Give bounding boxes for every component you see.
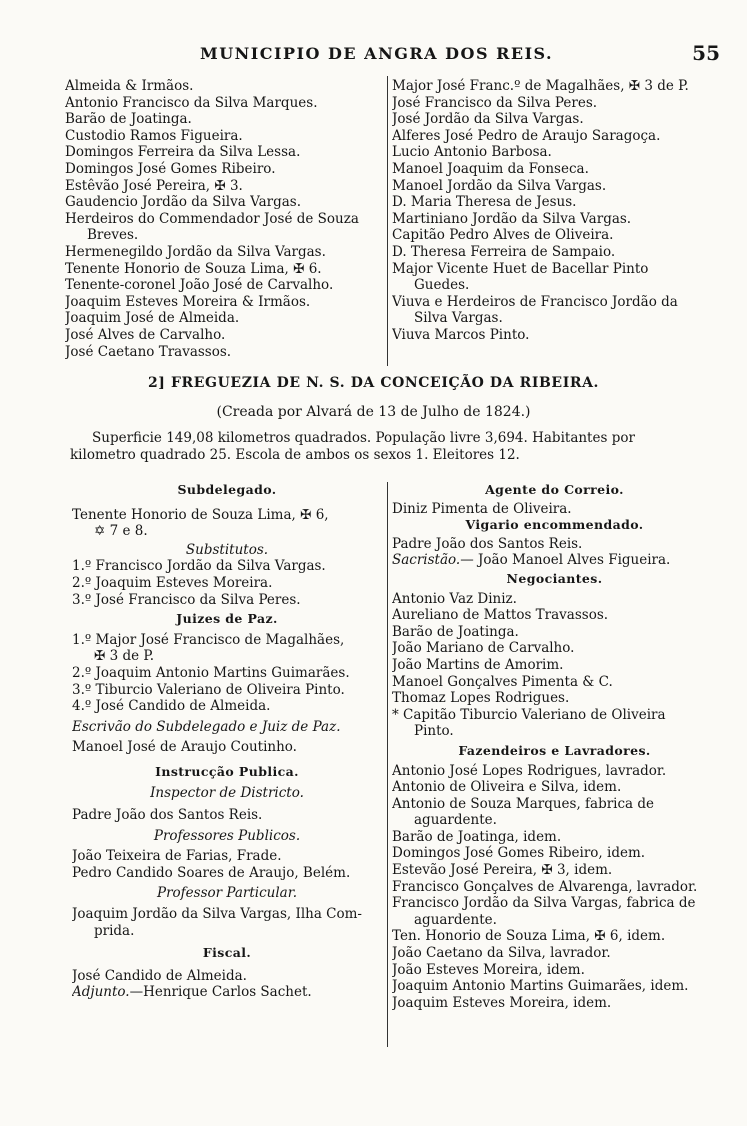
- list-item: Hermenegildo Jordão da Silva Vargas.: [65, 243, 326, 260]
- list-item: Manoel Jordão da Silva Vargas.: [392, 177, 607, 194]
- list-item: 1.º Francisco Jordão da Silva Vargas.: [72, 558, 326, 575]
- lower-left-column: [72, 482, 382, 1001]
- list-item: Domingos Ferreira da Silva Lessa.: [65, 144, 301, 161]
- list-item: Alferes José Pedro de Araujo Saragoça.: [392, 127, 661, 144]
- list-item-continuation: aguardente.: [414, 812, 497, 829]
- list-item: Aureliano de Mattos Travassos.: [392, 607, 609, 624]
- list-item: Joaquim Esteves Moreira, idem.: [392, 994, 612, 1011]
- adjunto-line: [72, 984, 382, 1001]
- list-item: 2.º Joaquim Antonio Martins Guimarães.: [72, 664, 350, 681]
- lower-right-column: [392, 482, 717, 1011]
- inspector-name: Padre João dos Santos Reis.: [72, 807, 263, 824]
- escrivao-name: Manoel José de Araujo Coutinho.: [72, 739, 297, 756]
- column-divider: [387, 482, 388, 1047]
- vigario-name: Padre João dos Santos Reis.: [392, 535, 583, 552]
- list-item: Major José Franc.º de Magalhães, ✠ 3 de P.: [392, 78, 689, 94]
- list-item: Antonio de Souza Marques, fabrica de: [392, 795, 655, 812]
- list-item: 3.º José Francisco da Silva Peres.: [72, 591, 301, 608]
- sacristao-label: Sacristão.: [392, 552, 461, 569]
- top-right-list: [392, 78, 717, 344]
- list-item: 4.º José Candido de Almeida.: [72, 698, 271, 715]
- statistics-line: kilometro quadrado 25. Escola de ambos os sexos 1. Eleitores 12.: [70, 447, 520, 463]
- list-item: João Caetano da Silva, lavrador.: [392, 945, 611, 962]
- list-item: Gaudencio Jordão da Silva Vargas.: [65, 194, 302, 211]
- list-item: Francisco Jordão da Silva Vargas, fabrica de: [392, 895, 696, 912]
- list-item-continuation: ✠ 3 de P.: [94, 648, 155, 665]
- section-creation-note: (Creada por Alvará de 13 de Julho de 1824.): [216, 404, 531, 420]
- section-statistics: [70, 430, 710, 464]
- list-item: João Mariano de Carvalho.: [392, 640, 575, 657]
- particular-name: Joaquim Jordão da Silva Vargas, Ilha Com-: [72, 906, 362, 923]
- list-item: Joaquim Antonio Martins Guimarães, idem.: [392, 978, 689, 995]
- adjunto-name: —Henrique Carlos Sachet.: [129, 984, 312, 1001]
- list-item: * Capitão Tiburcio Valeriano de Oliveira: [392, 706, 666, 723]
- list-item-continuation: aguardente.: [414, 911, 497, 928]
- substitutos-heading: Substitutos.: [185, 541, 269, 558]
- list-item: João Teixeira de Farias, Frade.: [72, 848, 282, 865]
- list-item: Almeida & Irmãos.: [65, 78, 194, 94]
- list-item: Francisco Gonçalves de Alvarenga, lavrador.: [392, 878, 698, 895]
- list-item: 1.º Major José Francisco de Magalhães,: [72, 631, 345, 648]
- column-divider: [387, 76, 388, 366]
- list-item: Pedro Candido Soares de Araujo, Belém.: [72, 864, 351, 881]
- list-item-continuation: Silva Vargas.: [414, 310, 503, 327]
- list-item: Capitão Pedro Alves de Oliveira.: [392, 227, 614, 244]
- list-item: Viuva Marcos Pinto.: [392, 326, 530, 343]
- professores-heading: Professores Publicos.: [153, 827, 301, 844]
- adjunto-label: Adjunto.: [72, 984, 130, 1001]
- juizes-heading: Juizes de Paz.: [176, 611, 278, 627]
- list-item-continuation: Breves.: [87, 227, 139, 244]
- list-item: Joaquim José de Almeida.: [65, 310, 240, 327]
- list-item: Lucio Antonio Barbosa.: [392, 144, 552, 161]
- list-item-continuation: Pinto.: [414, 723, 454, 740]
- list-item: Ten. Honorio de Souza Lima, ✠ 6, idem.: [392, 928, 666, 945]
- list-item: Estêvão José Pereira, ✠ 3.: [65, 177, 243, 194]
- list-item: D. Maria Theresa de Jesus.: [392, 194, 577, 211]
- list-item: Joaquim Esteves Moreira & Irmãos.: [65, 293, 311, 310]
- list-item: Antonio de Oliveira e Silva, idem.: [392, 779, 622, 796]
- sacristao-line: [392, 552, 717, 569]
- list-item: José Alves de Carvalho.: [65, 326, 226, 343]
- subdelegado-heading: Subdelegado.: [177, 482, 277, 497]
- list-item: Antonio Francisco da Silva Marques.: [65, 94, 318, 111]
- particular-continuation: prida.: [94, 922, 135, 939]
- header-title: MUNICIPIO DE ANGRA DOS REIS.: [200, 44, 554, 63]
- fiscal-name: José Candido de Almeida.: [72, 967, 247, 984]
- running-header: [60, 41, 720, 70]
- list-item: Manoel Gonçalves Pimenta & C.: [392, 673, 613, 690]
- list-item: Tenente-coronel João José de Carvalho.: [65, 277, 334, 294]
- sacristao-name: — João Manoel Alves Figueira.: [460, 552, 671, 569]
- list-item: Custodio Ramos Figueira.: [65, 127, 243, 144]
- list-item: 2.º Joaquim Esteves Moreira.: [72, 574, 273, 591]
- list-item: Manoel Joaquim da Fonseca.: [392, 160, 589, 177]
- list-item: Barão de Joatinga, idem.: [392, 828, 562, 845]
- list-item: João Esteves Moreira, idem.: [392, 961, 585, 978]
- list-item: Barão de Joatinga.: [392, 623, 519, 640]
- list-item: 3.º Tiburcio Valeriano de Oliveira Pinto.: [72, 681, 345, 698]
- fiscal-heading: Fiscal.: [202, 945, 252, 961]
- subdelegado-honours: ✡ 7 e 8.: [94, 523, 148, 540]
- escrivao-heading: Escrivão do Subdelegado e Juiz de Paz.: [72, 718, 341, 735]
- section-title: 2] FREGUEZIA DE N. S. DA CONCEIÇÃO DA RIBEIRA.: [147, 375, 600, 391]
- list-item: Martiniano Jordão da Silva Vargas.: [392, 210, 632, 227]
- page-number: 55: [692, 41, 720, 65]
- list-item: Antonio Vaz Diniz.: [392, 590, 517, 607]
- list-item-continuation: Guedes.: [414, 277, 470, 294]
- list-item: Domingos José Gomes Ribeiro, idem.: [392, 845, 646, 862]
- list-item: João Martins de Amorim.: [392, 656, 564, 673]
- list-item: Domingos José Gomes Ribeiro.: [65, 160, 276, 177]
- instrucao-heading: Instrucção Publica.: [155, 763, 299, 779]
- list-item: Antonio José Lopes Rodrigues, lavrador.: [392, 762, 667, 779]
- list-item: Herdeiros do Commendador José de Souza: [65, 210, 359, 227]
- top-left-list: [65, 78, 385, 360]
- list-item: José Francisco da Silva Peres.: [392, 94, 598, 111]
- agente-heading: Agente do Correio.: [485, 482, 624, 497]
- list-item: Tenente Honorio de Souza Lima, ✠ 6.: [65, 260, 322, 277]
- fazendeiros-heading: Fazendeiros e Lavradores.: [458, 742, 651, 758]
- list-item: José Jordão da Silva Vargas.: [392, 111, 584, 128]
- list-item: José Caetano Travassos.: [65, 343, 232, 360]
- list-item: D. Theresa Ferreira de Sampaio.: [392, 243, 616, 260]
- list-item: Major Vicente Huet de Bacellar Pinto: [392, 260, 649, 277]
- negociantes-heading: Negociantes.: [506, 570, 603, 586]
- statistics-line: Superficie 149,08 kilometros quadrados. População livre 3,694. Habitantes por: [92, 430, 635, 446]
- list-item: Barão de Joatinga.: [65, 111, 192, 128]
- vigario-heading: Vigario encommendado.: [465, 517, 644, 533]
- list-item: Viuva e Herdeiros de Francisco Jordão da: [392, 293, 678, 310]
- list-item: Estevão José Pereira, ✠ 3, idem.: [392, 862, 613, 879]
- list-item: Thomaz Lopes Rodrigues.: [392, 690, 570, 707]
- subdelegado-name: Tenente Honorio de Souza Lima, ✠ 6,: [72, 506, 329, 523]
- agente-name: Diniz Pimenta de Oliveira.: [392, 500, 572, 517]
- particular-heading: Professor Particular.: [157, 885, 297, 902]
- inspector-heading: Inspector de Districto.: [150, 784, 304, 801]
